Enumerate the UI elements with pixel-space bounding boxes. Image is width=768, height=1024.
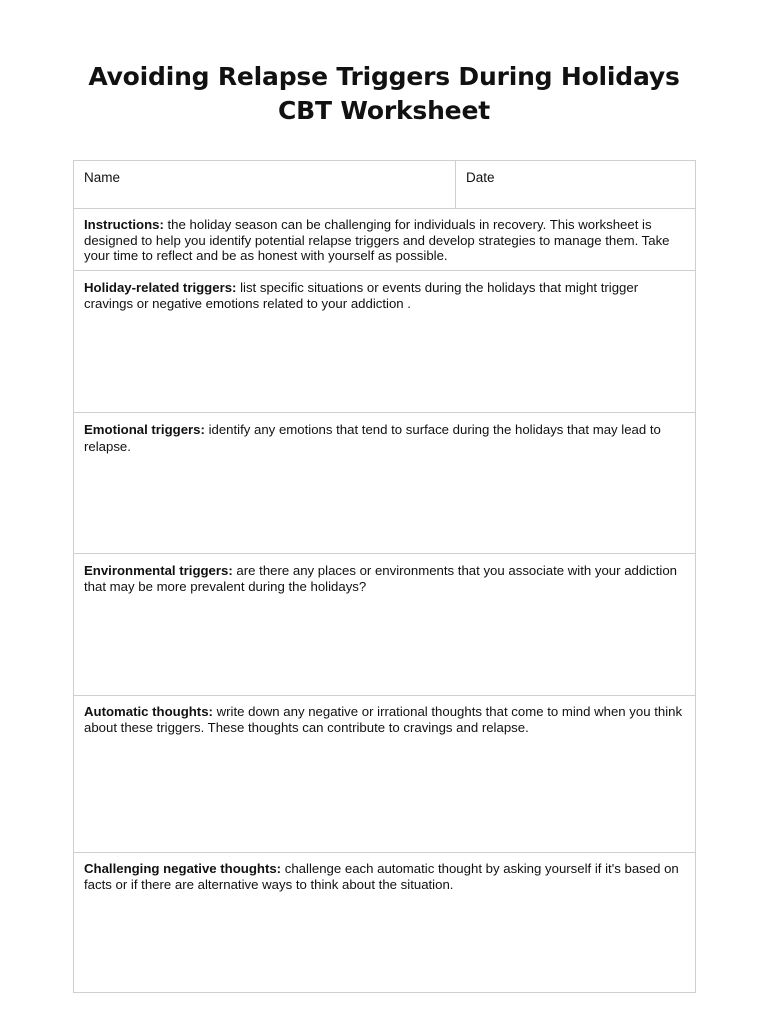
environmental-triggers-text: are there any places or environments that you associate with your addiction that may be more prevalent during the holidays? [84, 563, 677, 594]
automatic-thoughts-heading: Automatic thoughts: [84, 704, 213, 719]
holiday-triggers-row [74, 271, 695, 413]
date-label: Date [466, 170, 495, 185]
title-line-1: Avoiding Relapse Triggers During Holidays [88, 62, 680, 91]
title-line-2: CBT Worksheet [278, 96, 490, 125]
automatic-thoughts-cell[interactable] [74, 696, 695, 852]
challenging-thoughts-cell[interactable] [74, 853, 695, 992]
name-field[interactable] [74, 161, 455, 208]
worksheet-table [73, 160, 696, 993]
date-field[interactable] [455, 161, 695, 208]
emotional-triggers-cell[interactable] [74, 413, 695, 553]
name-label: Name [84, 170, 121, 185]
holiday-triggers-text: list specific situations or events during the holidays that might trigger cravings or negative emotions related to your addiction . [84, 280, 639, 311]
environmental-triggers-row [74, 554, 695, 696]
emotional-triggers-row [74, 413, 695, 554]
instructions-cell [74, 209, 695, 270]
challenging-thoughts-text: challenge each automatic thought by asking yourself if it's based on facts or if there are alternative ways to think about the situation. [84, 861, 679, 892]
automatic-thoughts-text: write down any negative or irrational thoughts that come to mind when you think about these triggers. These thoughts can contribute to cravings and relapse. [84, 704, 683, 735]
holiday-triggers-cell[interactable] [74, 271, 695, 412]
environmental-triggers-cell[interactable] [74, 554, 695, 695]
automatic-thoughts-row [74, 696, 695, 853]
page-title [0, 60, 768, 128]
challenging-thoughts-heading: Challenging negative thoughts: [84, 861, 282, 876]
instructions-row [74, 209, 695, 271]
environmental-triggers-heading: Environmental triggers: [84, 563, 233, 578]
name-date-row [74, 161, 695, 209]
challenging-thoughts-row [74, 853, 695, 992]
instructions-text: the holiday season can be challenging for individuals in recovery. This worksheet is designed to help you identify potential relapse triggers and develop strategies to manage them. Take your time to reflect and be as honest with yourself as possible. [84, 217, 670, 263]
emotional-triggers-text: identify any emotions that tend to surface during the holidays that may lead to relapse. [84, 422, 661, 454]
instructions-heading: Instructions: [84, 217, 164, 232]
emotional-triggers-heading: Emotional triggers: [84, 422, 205, 437]
holiday-triggers-heading: Holiday-related triggers: [84, 280, 237, 295]
